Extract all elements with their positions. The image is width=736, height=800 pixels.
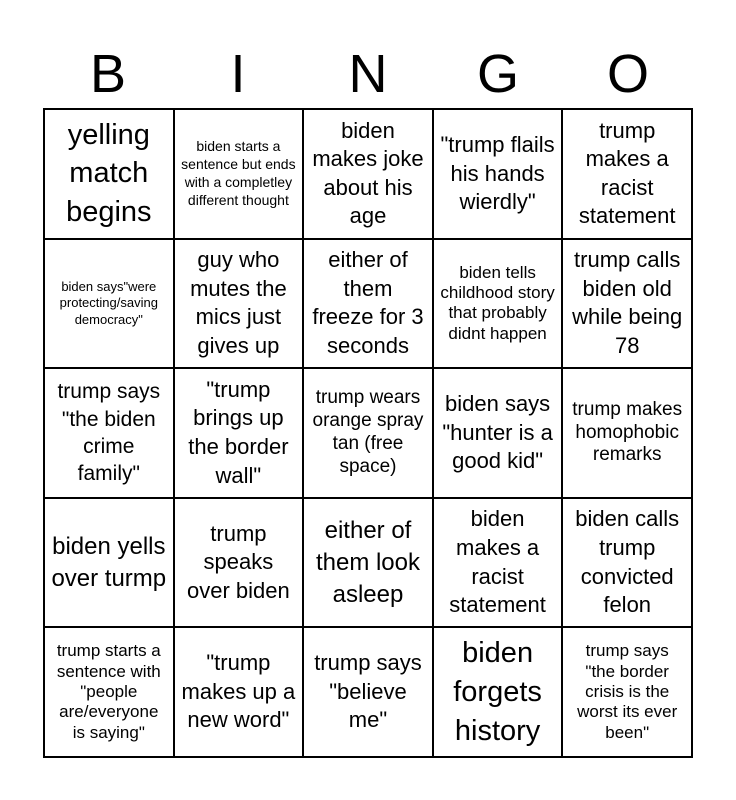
- bingo-cell[interactable]: [303, 239, 433, 369]
- cell-text: trump starts a sentence with "people are/everyone is saying": [56, 641, 161, 742]
- bingo-cell[interactable]: [562, 368, 692, 498]
- cell-text: trump says "the biden crime family": [57, 380, 161, 486]
- bingo-cell[interactable]: [303, 627, 433, 757]
- bingo-cell[interactable]: [174, 368, 304, 498]
- bingo-cell[interactable]: [44, 109, 174, 239]
- bingo-cell[interactable]: [174, 109, 304, 239]
- bingo-header: [43, 40, 693, 108]
- cell-text: biden makes joke about his age: [312, 117, 424, 229]
- cell-text: trump says "believe me": [314, 650, 422, 733]
- cell-text: biden says"were protecting/saving democracy": [59, 279, 158, 327]
- cell-text: "trump flails his hands wierdly": [440, 131, 555, 215]
- cell-text: trump makes a racist statement: [578, 117, 676, 229]
- cell-text: trump makes homophobic remarks: [572, 398, 683, 466]
- cell-text: trump says "the border crisis is the worst its ever been": [577, 641, 678, 742]
- bingo-cell[interactable]: [44, 368, 174, 498]
- bingo-cell[interactable]: [303, 498, 433, 628]
- bingo-cell[interactable]: [562, 109, 692, 239]
- cell-text: biden tells childhood story that probably didnt happen: [440, 262, 555, 343]
- cell-text: "trump makes up a new word": [181, 650, 296, 733]
- cell-text: biden starts a sentence but ends with a completley different thought: [181, 137, 296, 208]
- header-letter-b: B: [89, 44, 127, 104]
- bingo-cell[interactable]: [433, 239, 563, 369]
- bingo-cell[interactable]: [44, 498, 174, 628]
- cell-text: biden makes a racist statement: [449, 506, 546, 618]
- bingo-cell[interactable]: [174, 239, 304, 369]
- cell-text: biden yells over turmp: [51, 532, 167, 592]
- cell-text: trump calls biden old while being 78: [572, 247, 683, 358]
- header-letter-n: N: [348, 44, 388, 104]
- bingo-cell[interactable]: [433, 627, 563, 757]
- cell-text: biden says "hunter is a good kid": [442, 391, 553, 474]
- header-letter-o: O: [606, 44, 649, 104]
- cell-text: biden forgets history: [453, 636, 542, 747]
- cell-text: guy who mutes the mics just gives up: [190, 247, 287, 358]
- bingo-cell[interactable]: [562, 498, 692, 628]
- bingo-cell[interactable]: [174, 627, 304, 757]
- header-letter-i: I: [230, 44, 246, 104]
- bingo-cell[interactable]: [562, 239, 692, 369]
- cell-text: trump speaks over biden: [187, 520, 290, 603]
- bingo-cell[interactable]: [44, 239, 174, 369]
- bingo-cell[interactable]: [303, 109, 433, 239]
- bingo-cell[interactable]: [174, 498, 304, 628]
- cell-text: "trump brings up the border wall": [188, 376, 289, 488]
- bingo-cell[interactable]: [433, 368, 563, 498]
- cell-text: yelling match begins: [66, 118, 152, 229]
- bingo-cell[interactable]: [433, 109, 563, 239]
- cell-text: biden calls trump convicted felon: [575, 506, 680, 618]
- bingo-board: [43, 108, 693, 758]
- cell-text: either of them freeze for 3 seconds: [312, 247, 424, 358]
- bingo-cell[interactable]: [303, 368, 433, 498]
- bingo-cell[interactable]: [562, 627, 692, 757]
- header-letter-g: G: [476, 44, 519, 104]
- cell-text: trump wears orange spray tan (free space): [312, 387, 424, 477]
- cell-text: either of them look asleep: [315, 516, 421, 608]
- bingo-cell[interactable]: [44, 627, 174, 757]
- bingo-cell[interactable]: [433, 498, 563, 628]
